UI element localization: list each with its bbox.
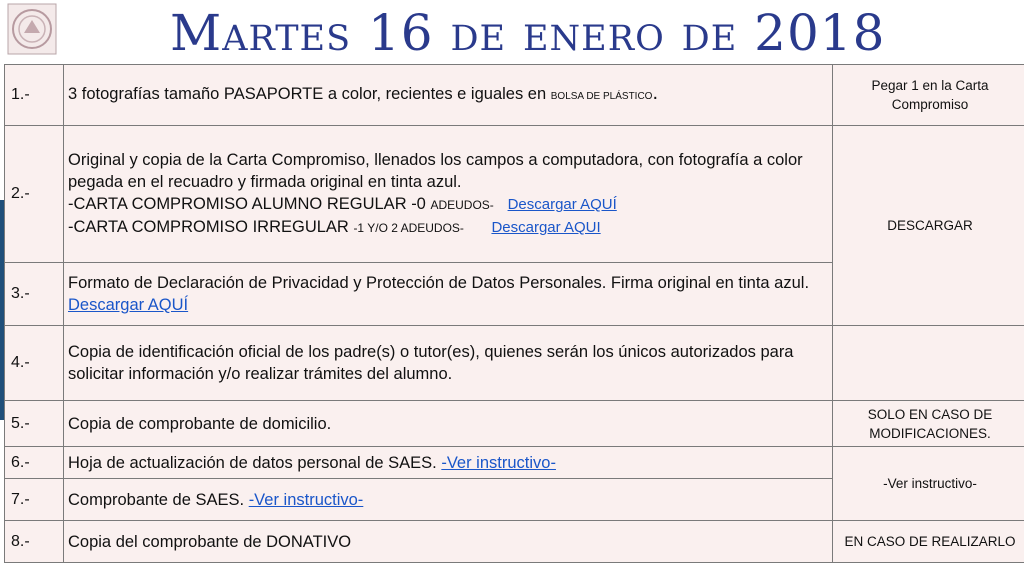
requirements-table	[4, 64, 1024, 563]
table-row	[5, 65, 1024, 126]
row-description: Copia de identificación oficial de los padre(s) o tutor(es), quienes serán los únicos autorizados para solicitar información y/o realizar trámites del alumno.	[64, 326, 833, 401]
download-privacy-link[interactable]: Descargar AQUÍ	[68, 296, 189, 314]
table-row	[5, 126, 1024, 263]
row-note	[833, 326, 1024, 401]
row-description: Original y copia de la Carta Compromiso, llenados los campos a computadora, con fotografía a color pegada en el recuadro y firmada original en tinta azul. -CARTA COMPROMISO ALUMNO REGULAR -0 ADEUDOS- Descargar AQUÍ -CARTA COMPROMISO IRREGULAR -1 Y/O 2 ADEUDOS- Descargar AQUI	[64, 126, 833, 263]
saes-proof-instructions-link[interactable]: -Ver instructivo-	[248, 490, 364, 509]
row-description: Hoja de actualización de datos personal de SAES. -Ver instructivo-	[64, 447, 833, 479]
row-description: Copia del comprobante de DONATIVO	[64, 521, 833, 563]
row-number: 6.-	[5, 447, 64, 479]
download-irregular-link[interactable]: Descargar AQUI	[491, 219, 601, 236]
table-row	[5, 447, 1024, 479]
row-number: 4.-	[5, 326, 64, 401]
row-note: SOLO EN CASO DE MODIFICACIONES.	[833, 401, 1024, 447]
table-row	[5, 521, 1024, 563]
saes-update-instructions-link[interactable]: -Ver instructivo-	[441, 453, 556, 472]
table-row	[5, 326, 1024, 401]
row-number: 8.-	[5, 521, 64, 563]
row-description: Formato de Declaración de Privacidad y Protección de Datos Personales. Firma original en tinta azul. Descargar AQUÍ	[64, 263, 833, 326]
download-regular-link[interactable]: Descargar AQUÍ	[507, 196, 617, 213]
row-note: EN CASO DE REALIZARLO	[833, 521, 1024, 563]
row-note: DESCARGAR	[833, 126, 1024, 326]
row-note: -Ver instructivo-	[833, 447, 1024, 521]
row-description: Comprobante de SAES. -Ver instructivo-	[64, 479, 833, 521]
row-description: 3 fotografías tamaño PASAPORTE a color, recientes e iguales en BOLSA DE PLÁSTICO.	[64, 65, 833, 126]
row-note: Pegar 1 en la Carta Compromiso	[833, 65, 1024, 126]
row-number: 1.-	[5, 65, 64, 126]
row-number: 7.-	[5, 479, 64, 521]
row-number: 5.-	[5, 401, 64, 447]
institution-seal-icon	[6, 2, 58, 56]
row-description: Copia de comprobante de domicilio.	[64, 401, 833, 447]
small-caps-text: BOLSA DE PLÁSTICO	[550, 91, 653, 102]
row-number: 3.-	[5, 263, 64, 326]
page-title: Martes 16 de enero de 2018	[170, 4, 886, 62]
table-row	[5, 401, 1024, 447]
row-number: 2.-	[5, 126, 64, 263]
